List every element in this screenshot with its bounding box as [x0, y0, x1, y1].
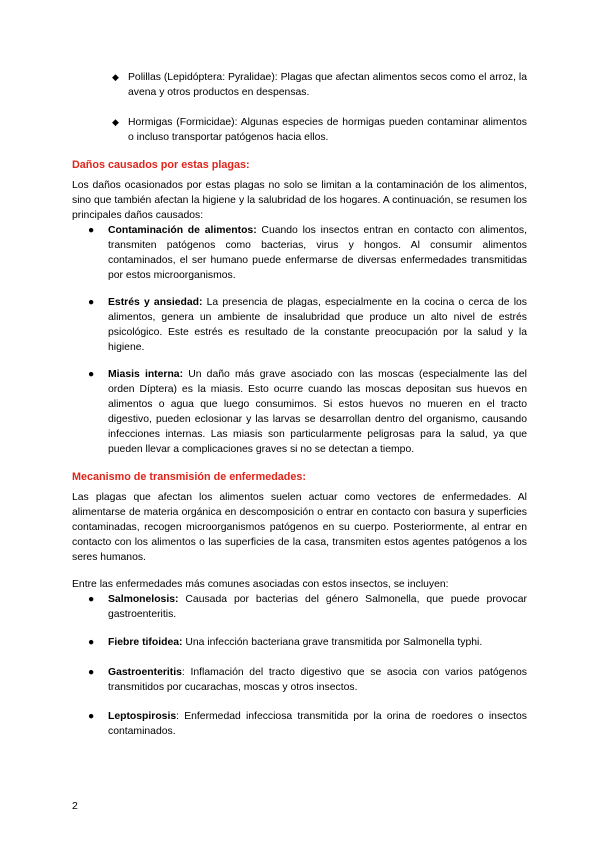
disease-item-term: Fiebre tifoidea:: [108, 637, 183, 648]
damage-item-term: Miasis interna:: [108, 369, 184, 380]
damage-item-text: [108, 367, 527, 457]
disease-item-salmonellosis: [88, 592, 527, 622]
disease-item-text: [108, 592, 527, 622]
disease-item-text: [108, 665, 527, 695]
damage-heading: Daños causados por estas plagas:: [72, 159, 250, 171]
disease-item-desc: Una infección bacteriana grave transmitida por Salmonella typhi.: [182, 637, 483, 648]
damage-item-text: [108, 295, 527, 355]
damage-item-desc: Cuando los insectos entran en contacto con alimentos, transmiten patógenos como bacterias, virus y hongos. Al consumir alimentos contaminados, el ser humano puede enfermarse de diversas enfermedades transmitidas por estos microorganismos.: [108, 225, 527, 281]
bullet-icon: ●: [88, 369, 95, 380]
damage-item-desc: Un daño más grave asociado con las moscas (especialmente las del orden Díptera) es la miasis. Esto ocurre cuando las moscas depositan sus huevos en alimentos o agua que luego consumimos. Si estos huevos no mueren en el tracto digestivo, pueden eclosionar y las larvas se desarrollan dentro del organismo, causando infecciones internas. Las miasis son particularmente peligrosas para la salud, ya que pueden llevar a complicaciones graves si no se detectan a tiempo.: [108, 369, 527, 455]
bullet-icon: ●: [88, 711, 95, 722]
transmission-heading: Mecanismo de transmisión de enfermedades:: [72, 471, 307, 483]
disease-item-term: Salmonelosis:: [108, 594, 179, 605]
disease-item-gastroenteritis: [88, 665, 527, 695]
disease-item-text: [108, 635, 527, 650]
disease-item-desc: : Inflamación del tracto digestivo que se asocia con varios patógenos transmitidos por cucarachas, moscas y otros insectos.: [108, 667, 527, 693]
damage-intro: Los daños ocasionados por estas plagas no solo se limitan a la contaminación de los alimentos, sino que también afectan la higiene y la salubridad de los hogares. A continuación, se resumen los principales daños causados:: [72, 180, 527, 221]
disease-item-text: [108, 709, 527, 739]
pest-item-ants: [112, 115, 527, 145]
damage-item-contamination: [88, 223, 527, 283]
damage-item-desc: La presencia de plagas, especialmente en la cocina o cerca de los alimentos, genera un ambiente de insalubridad que produce un alto nivel de estrés psicológico. Este estrés es resultado de la constante preocupación por la salud y la higiene.: [108, 297, 527, 353]
disease-item-term: Leptospirosis: [108, 711, 177, 722]
damage-item-myiasis: [88, 367, 527, 457]
diamond-bullet-icon: ◆: [112, 72, 119, 82]
damage-item-stress: [88, 295, 527, 355]
disease-item-term: Gastroenteritis: [108, 667, 182, 678]
page-number: 2: [72, 801, 78, 812]
transmission-paragraph: Las plagas que afectan los alimentos suelen actuar como vectores de enfermedades. Al alimentarse de materia orgánica en descomposición o entrar en contacto con basura y superficies contaminadas, recogen microorganismos patógenos en su cuerpo. Posteriormente, al entrar en contacto con los alimentos o las superficies de la casa, transmiten estos agentes patógenos a los seres humanos.: [72, 492, 527, 563]
damage-item-term: Estrés y ansiedad:: [108, 297, 203, 308]
bullet-icon: ●: [88, 225, 95, 236]
pest-item-moths: [112, 70, 527, 100]
diamond-bullet-icon: ◆: [112, 117, 119, 127]
disease-item-typhoid: [88, 635, 527, 650]
pest-item-text: Polillas (Lepidóptera: Pyralidae): Plagas que afectan alimentos secos como el arroz, la avena y otros productos en despensas.: [128, 72, 527, 98]
pest-item-text: Hormigas (Formicidae): Algunas especies de hormigas pueden contaminar alimentos o incluso transportar patógenos hacia ellos.: [128, 117, 527, 143]
disease-item-desc: Causada por bacterias del género Salmonella, que puede provocar gastroenteritis.: [108, 594, 527, 620]
damage-item-term: Contaminación de alimentos:: [108, 225, 257, 236]
disease-item-leptospirosis: [88, 709, 527, 739]
bullet-icon: ●: [88, 594, 95, 605]
bullet-icon: ●: [88, 637, 95, 648]
damage-item-text: [108, 223, 527, 283]
diseases-intro: Entre las enfermedades más comunes asociadas con estos insectos, se incluyen:: [72, 579, 449, 590]
bullet-icon: ●: [88, 297, 95, 308]
disease-item-desc: : Enfermedad infecciosa transmitida por la orina de roedores o insectos contaminados.: [108, 711, 527, 737]
bullet-icon: ●: [88, 667, 95, 678]
